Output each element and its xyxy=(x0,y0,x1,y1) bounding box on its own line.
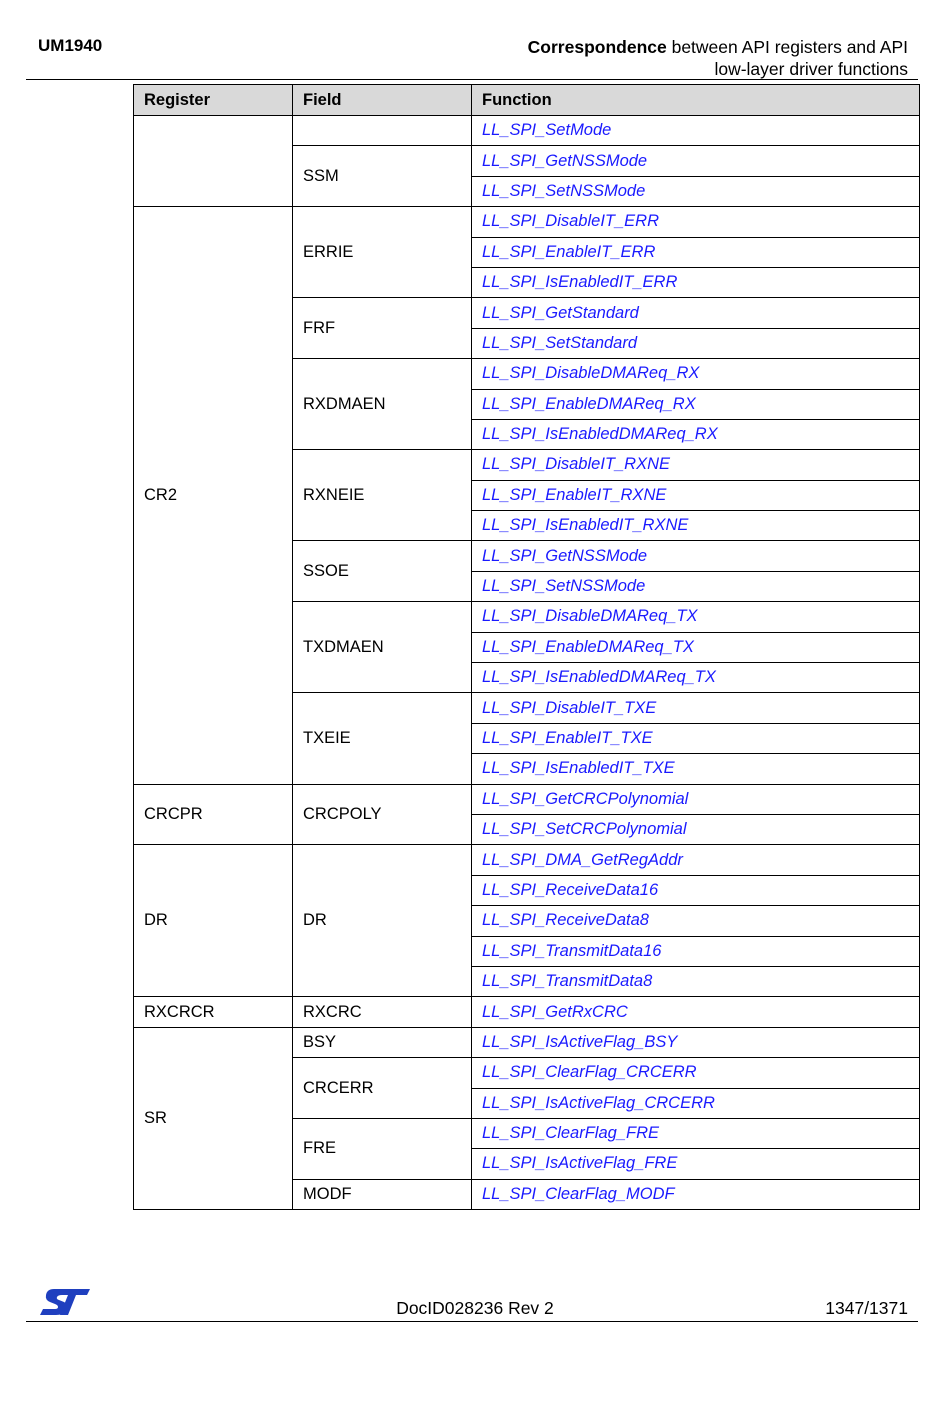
table-row xyxy=(134,784,920,814)
section-title-bold: Correspondence xyxy=(527,37,667,57)
section-title xyxy=(528,36,908,80)
field-cell: CRCPOLY xyxy=(293,784,472,845)
table-row xyxy=(134,1027,920,1057)
function-link[interactable]: LL_SPI_SetCRCPolynomial xyxy=(472,814,920,844)
function-link[interactable]: LL_SPI_GetStandard xyxy=(472,298,920,328)
function-link[interactable]: LL_SPI_DisableIT_RXNE xyxy=(472,450,920,480)
field-cell: MODF xyxy=(293,1179,472,1209)
register-function-table xyxy=(133,84,920,1210)
section-title-rest: between API registers and API xyxy=(666,37,908,57)
function-link[interactable]: LL_SPI_TransmitData8 xyxy=(472,966,920,996)
table-row xyxy=(134,845,920,875)
function-link[interactable]: LL_SPI_IsEnabledIT_RXNE xyxy=(472,511,920,541)
field-cell: FRE xyxy=(293,1118,472,1179)
function-link[interactable]: LL_SPI_SetNSSMode xyxy=(472,571,920,601)
function-link[interactable]: LL_SPI_IsEnabledIT_TXE xyxy=(472,754,920,784)
field-cell: RXCRC xyxy=(293,997,472,1027)
column-header-field: Field xyxy=(293,85,472,116)
function-link[interactable]: LL_SPI_IsActiveFlag_CRCERR xyxy=(472,1088,920,1118)
field-cell: FRF xyxy=(293,298,472,359)
function-link[interactable]: LL_SPI_SetNSSMode xyxy=(472,176,920,206)
table-body xyxy=(134,116,920,1210)
field-cell: RXDMAEN xyxy=(293,359,472,450)
field-cell: SSM xyxy=(293,146,472,207)
function-link[interactable]: LL_SPI_IsEnabledDMAReq_RX xyxy=(472,419,920,449)
register-cell xyxy=(134,116,293,207)
table-row xyxy=(134,207,920,237)
field-cell: DR xyxy=(293,845,472,997)
function-link[interactable]: LL_SPI_DisableDMAReq_TX xyxy=(472,602,920,632)
table-row xyxy=(134,997,920,1027)
field-cell: TXDMAEN xyxy=(293,602,472,693)
register-cell: RXCRCR xyxy=(134,997,293,1027)
table-header-row xyxy=(134,85,920,116)
function-link[interactable]: LL_SPI_ClearFlag_CRCERR xyxy=(472,1058,920,1088)
footer-document-reference: DocID028236 Rev 2 xyxy=(396,1298,554,1318)
document-id: UM1940 xyxy=(38,36,103,55)
field-cell: SSOE xyxy=(293,541,472,602)
function-link[interactable]: LL_SPI_GetNSSMode xyxy=(472,541,920,571)
function-link[interactable]: LL_SPI_ReceiveData16 xyxy=(472,875,920,905)
function-link[interactable]: LL_SPI_EnableDMAReq_TX xyxy=(472,632,920,662)
function-link[interactable]: LL_SPI_EnableIT_ERR xyxy=(472,237,920,267)
function-link[interactable]: LL_SPI_IsActiveFlag_BSY xyxy=(472,1027,920,1057)
function-link[interactable]: LL_SPI_TransmitData16 xyxy=(472,936,920,966)
footer-page-number: 1347/1371 xyxy=(825,1298,908,1318)
function-link[interactable]: LL_SPI_ClearFlag_FRE xyxy=(472,1118,920,1148)
function-link[interactable]: LL_SPI_DMA_GetRegAddr xyxy=(472,845,920,875)
function-link[interactable]: LL_SPI_IsEnabledDMAReq_TX xyxy=(472,663,920,693)
column-header-register: Register xyxy=(134,85,293,116)
function-link[interactable]: LL_SPI_EnableDMAReq_RX xyxy=(472,389,920,419)
function-link[interactable]: LL_SPI_ClearFlag_MODF xyxy=(472,1179,920,1209)
function-link[interactable]: LL_SPI_EnableIT_TXE xyxy=(472,723,920,753)
section-title-line2: low-layer driver functions xyxy=(714,59,908,79)
function-link[interactable]: LL_SPI_DisableDMAReq_RX xyxy=(472,359,920,389)
function-link[interactable]: LL_SPI_SetMode xyxy=(472,116,920,146)
footer-divider xyxy=(26,1321,918,1322)
register-cell: CRCPR xyxy=(134,784,293,845)
function-link[interactable]: LL_SPI_IsActiveFlag_FRE xyxy=(472,1149,920,1179)
function-link[interactable]: LL_SPI_EnableIT_RXNE xyxy=(472,480,920,510)
header-divider xyxy=(26,79,918,80)
field-cell: CRCERR xyxy=(293,1058,472,1119)
function-link[interactable]: LL_SPI_DisableIT_ERR xyxy=(472,207,920,237)
function-link[interactable]: LL_SPI_DisableIT_TXE xyxy=(472,693,920,723)
column-header-function: Function xyxy=(472,85,920,116)
field-cell xyxy=(293,116,472,146)
function-link[interactable]: LL_SPI_GetCRCPolynomial xyxy=(472,784,920,814)
table-row xyxy=(134,116,920,146)
function-link[interactable]: LL_SPI_ReceiveData8 xyxy=(472,906,920,936)
field-cell: TXEIE xyxy=(293,693,472,784)
field-cell: ERRIE xyxy=(293,207,472,298)
function-link[interactable]: LL_SPI_GetRxCRC xyxy=(472,997,920,1027)
field-cell: BSY xyxy=(293,1027,472,1057)
register-cell: DR xyxy=(134,845,293,997)
function-link[interactable]: LL_SPI_SetStandard xyxy=(472,328,920,358)
field-cell: RXNEIE xyxy=(293,450,472,541)
function-link[interactable]: LL_SPI_GetNSSMode xyxy=(472,146,920,176)
function-link[interactable]: LL_SPI_IsEnabledIT_ERR xyxy=(472,267,920,297)
register-cell: SR xyxy=(134,1027,293,1209)
register-cell: CR2 xyxy=(134,207,293,784)
